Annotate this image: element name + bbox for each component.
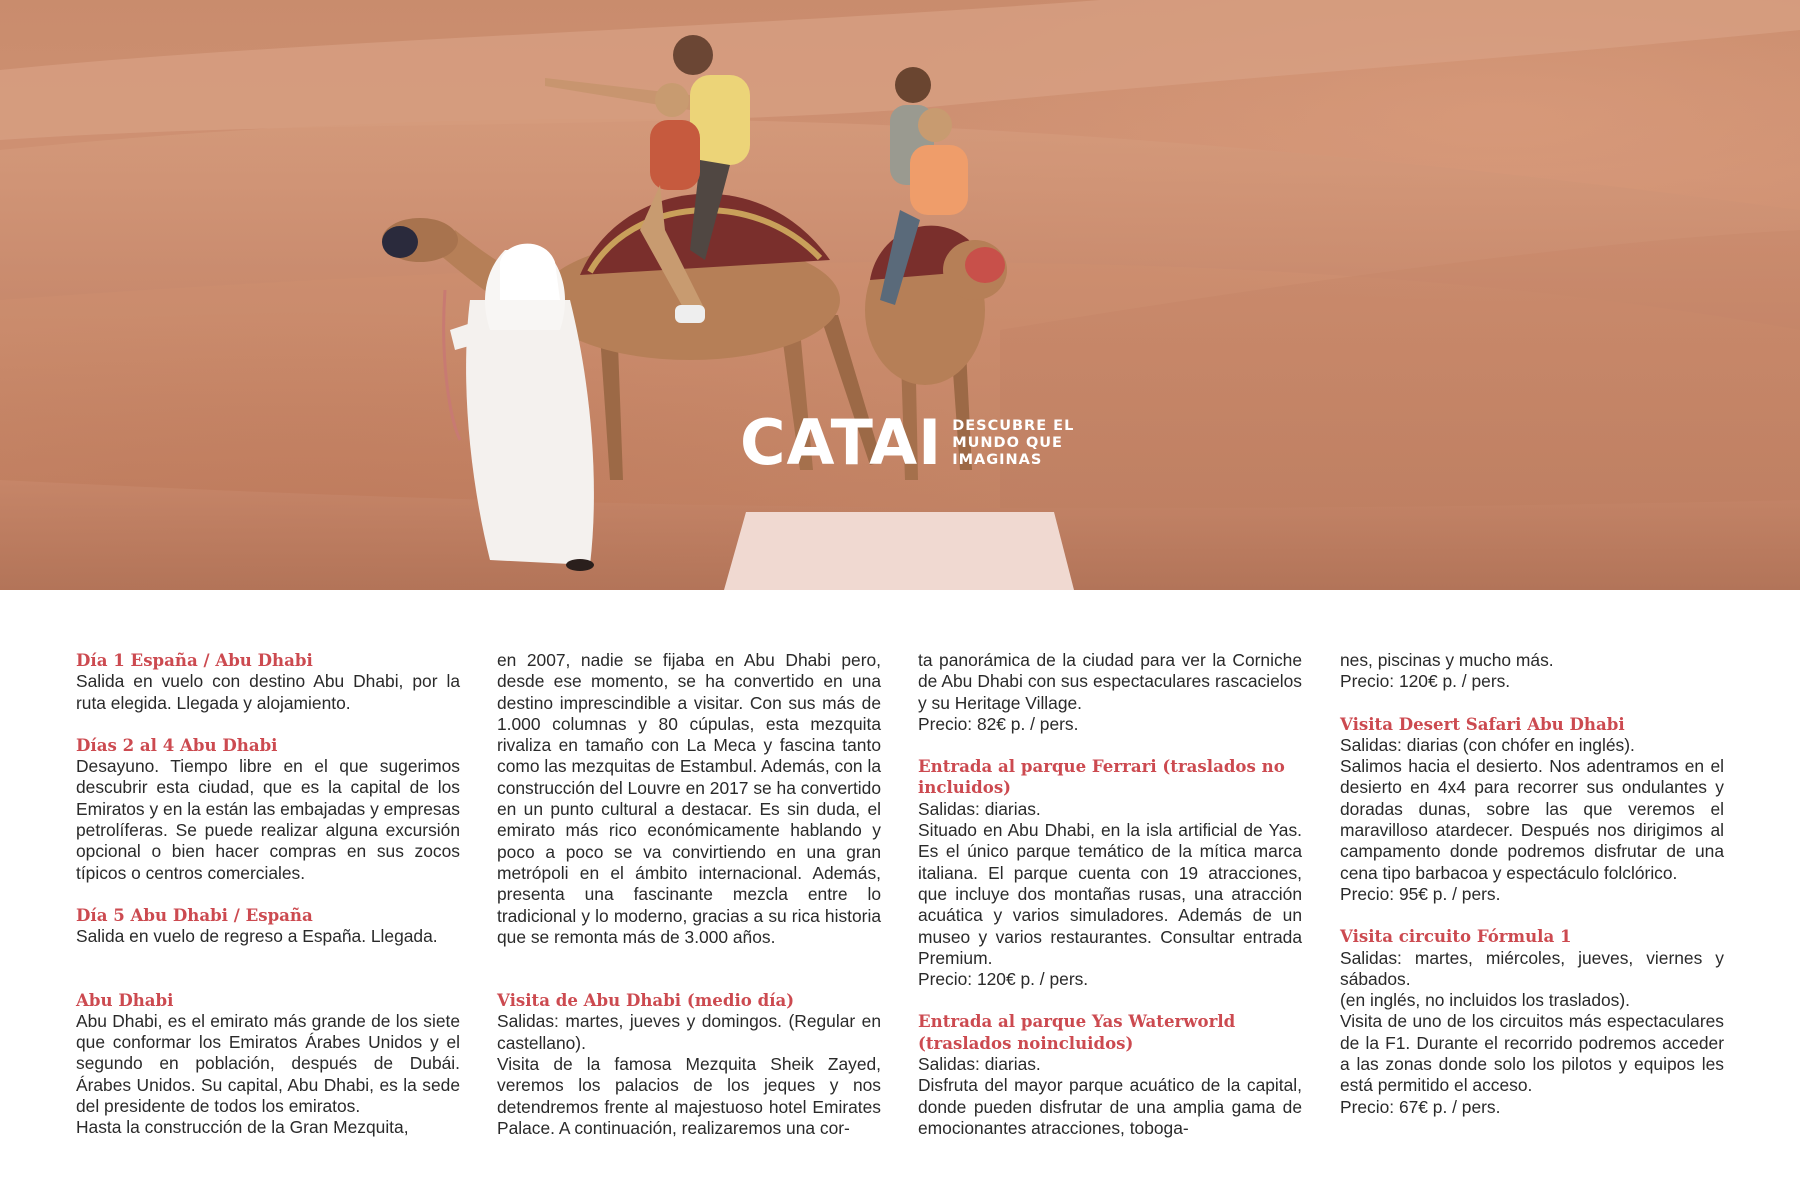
- section-paragraph: nes, piscinas y mucho más.: [1340, 650, 1554, 670]
- section-yas-waterworld: [918, 1011, 1302, 1139]
- section-paragraph: en 2007, nadie se fijaba en Abu Dhabi pero, desde ese momento, se ha convertido en una destino imprescindible a visitar. Con sus más de 1.000 columnas y 80 cúpulas, esta mezquita rivaliza en tamaño con La Meca y fascina tanto como las mezquitas de Estambul. Además, con la construcción del Louvre en 2017 se ha convertido en un punto cultural a destacar. Es sin duda, el emirato más rico económicamente hablando y poco a poco se va convirtiendo en una gran metrópoli en el ámbito internacional. Además, presenta una fascinante mezcla entre lo tradicional y lo moderno, gracias a su rica historia que se remonta más de 3.000 años.: [497, 650, 881, 947]
- section-formula-1: [1340, 926, 1724, 1118]
- section-paragraph: ta panorámica de la ciudad para ver la Corniche de Abu Dhabi con sus espectaculares rascacielos y su Heritage Village.: [918, 650, 1302, 713]
- section-abu-dhabi-continued: [497, 650, 881, 948]
- section-paragraph: Salidas: martes, jueves y domingos. (Regular en castellano).: [497, 1011, 881, 1053]
- section-paragraph: Salidas: diarias (con chófer en inglés).: [1340, 734, 1635, 755]
- price-line: Precio: 82€ p. / pers.: [918, 713, 1079, 734]
- section-paragraph: Desayuno. Tiempo libre en el que sugerimos descubrir esta ciudad, que es la capital de los Emiratos y en la están las embajadas y empresas petrolíferas. Se puede realizar alguna excursión opcional o bien hacer compras en sus zocos típicos o centros comerciales.: [76, 756, 460, 883]
- itinerary-text: [0, 650, 1800, 1200]
- section-heading: Día 1 España / Abu Dhabi: [76, 650, 313, 670]
- section-paragraph: Disfruta del mayor parque acuático de la capital, donde pueden disfrutar de una amplia gama de emocionantes atracciones, tobogа-: [918, 1075, 1302, 1138]
- section-days-2-4: [76, 735, 460, 884]
- price-line: Precio: 120€ p. / pers.: [918, 969, 1089, 990]
- section-paragraph: Salida en vuelo de regreso a España. Llegada.: [76, 926, 438, 947]
- section-heading: Visita Desert Safari Abu Dhabi: [1340, 713, 1625, 734]
- hero-photo: [0, 0, 1800, 590]
- section-paragraph: Salidas: diarias.: [918, 798, 1041, 819]
- section-yas-continued: [1340, 650, 1724, 693]
- section-heading: Día 5 Abu Dhabi / España: [76, 904, 313, 925]
- section-paragraph: Visita de la famosa Mezquita Sheik Zayed, veremos los palacios de los jeques y nos detendremos frente al majestuoso hotel Emirates Palace. A continuación, realizaremos una cor-: [497, 1054, 881, 1138]
- section-day-1: [76, 650, 460, 714]
- section-heading: Entrada al parque Ferrari (traslados no incluidos): [918, 756, 1285, 798]
- section-paragraph: Hasta la construcción de la Gran Mezquita,: [76, 1117, 409, 1138]
- section-paragraph: Visita de uno de los circuitos más espectaculares de la F1. Durante el recorrido podremos acceder a las zonas donde solo los pilotos y equipos les está permitido el acceso.: [1340, 1011, 1724, 1096]
- section-heading: Visita circuito Fórmula 1: [1340, 926, 1572, 947]
- section-ferrari-park: [918, 756, 1302, 990]
- pale-tab-shape: [0, 0, 1800, 590]
- section-paragraph: Salida en vuelo con destino Abu Dhabi, por la ruta elegida. Llegada y alojamiento.: [76, 671, 460, 713]
- section-heading: Días 2 al 4 Abu Dhabi: [76, 734, 278, 755]
- text-column-1: [76, 650, 460, 1160]
- brand-tagline: [952, 418, 1074, 469]
- section-abu-dhabi: [76, 990, 460, 1139]
- text-column-2: [497, 650, 881, 1160]
- section-desert-safari: [1340, 714, 1724, 906]
- text-column-3: [918, 650, 1302, 1160]
- section-visita-continued: [918, 650, 1302, 735]
- section-visita-abu-dhabi: [497, 990, 881, 1139]
- price-line: Precio: 95€ p. / pers.: [1340, 883, 1501, 904]
- section-paragraph: Situado en Abu Dhabi, en la isla artificial de Yas. Es el único parque temático de la mítica marca italiana. El parque cuenta con 19 atracciones, que incluye dos montañas rusas, una atracción acuática y varios simuladores. Además de un museo y varios restaurantes. Consultar entrada Premium.: [918, 820, 1302, 968]
- section-day-5: [76, 905, 460, 948]
- section-paragraph: Salimos hacia el desierto. Nos adentramos en el desierto en 4x4 para recorrer sus ondulantes y doradas dunas, sobre las que veremos el maravilloso atardecer. Después nos dirigimos al campamento donde podremos disfrutar de una cena tipo barbacoa y espectáculo folclórico.: [1340, 756, 1724, 883]
- section-heading: Visita de Abu Dhabi (medio día): [497, 990, 795, 1011]
- brand-name: CATAI: [740, 406, 943, 479]
- section-paragraph: Abu Dhabi, es el emirato más grande de los siete que conformar los Emiratos Árabes Unidos y el segundo en población, después de Dubái. Árabes Unidos. Su capital, Abu Dhabi, es la sede del presidente de todos los emiratos.: [76, 1010, 460, 1117]
- price-line: Precio: 67€ p. / pers.: [1340, 1096, 1501, 1117]
- tagline-line-3: IMAGINAS: [952, 451, 1043, 468]
- tagline-line-1: DESCUBRE EL: [952, 417, 1075, 434]
- tagline-line-2: MUNDO QUE: [952, 434, 1063, 451]
- section-heading: Entrada al parque Yas Waterworld (traslados noincluidos): [918, 1011, 1236, 1053]
- section-paragraph: Salidas: diarias.: [918, 1054, 1041, 1075]
- text-column-4: [1340, 650, 1724, 1139]
- section-paragraph: Salidas: martes, miércoles, jueves, viernes y sábados.: [1340, 947, 1724, 989]
- section-paragraph: (en inglés, no incluidos los traslados).: [1340, 990, 1630, 1011]
- section-heading: Abu Dhabi: [76, 989, 174, 1010]
- brand-logo: [740, 406, 1075, 479]
- price-line: Precio: 120€ p. / pers.: [1340, 671, 1511, 692]
